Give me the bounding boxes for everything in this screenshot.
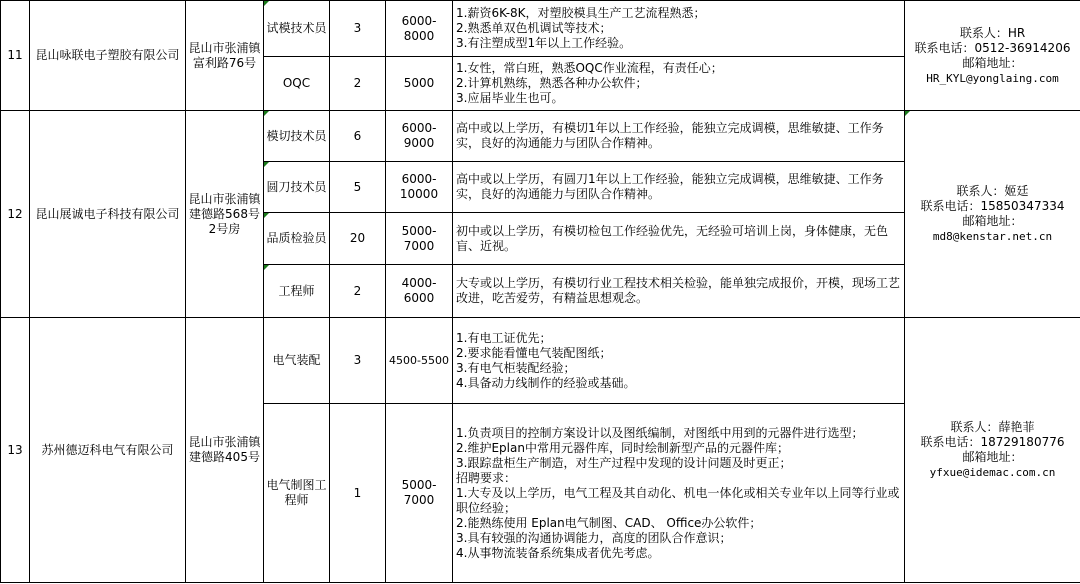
table-row <box>1 1 1080 57</box>
contact-phone: 联系电话：18729180776 <box>920 435 1065 449</box>
company-address: 昆山市张浦镇建德路405号 <box>186 318 264 583</box>
contact-email: yfxue@idemac.com.cn <box>929 466 1056 479</box>
row-number: 12 <box>1 111 30 318</box>
requirement-line: 3.有注塑成型1年以上工作经验。 <box>456 36 632 50</box>
company-name: 昆山咏联电子塑胶有限公司 <box>30 1 186 111</box>
job-requirements <box>453 318 905 404</box>
contact-email: HR_KYL@yonglaing.com <box>926 71 1059 85</box>
contact-email-label: 邮箱地址： <box>962 450 1023 464</box>
requirement-line: 4.从事物流装备系统集成者优先考虑。 <box>456 545 660 560</box>
job-salary: 4500-5500 <box>386 318 453 404</box>
job-salary: 6000-10000 <box>386 162 453 213</box>
requirement-line: 2.熟悉单双色机调试等技术； <box>456 21 612 35</box>
job-title: 模切技术员 <box>264 111 330 162</box>
job-title: 圆刀技术员 <box>264 162 330 213</box>
contact-email-label: 邮箱地址： <box>962 214 1023 228</box>
job-requirements <box>453 404 905 583</box>
table-row <box>1 318 1080 404</box>
job-title: 试模技术员 <box>264 1 330 57</box>
contact-info <box>905 318 1080 583</box>
requirement-line: 1.有电工证优先； <box>456 330 552 345</box>
job-count: 6 <box>330 111 386 162</box>
job-count: 3 <box>330 318 386 404</box>
company-address: 昆山市张浦镇富利路76号 <box>186 1 264 111</box>
job-requirements <box>453 1 905 57</box>
company-name: 昆山展诚电子科技有限公司 <box>30 111 186 318</box>
job-count: 1 <box>330 404 386 583</box>
requirement-line: 2.维护Eplan中常用元器件库，同时绘制新型产品的元器件库； <box>456 440 789 455</box>
job-salary: 5000 <box>386 57 453 111</box>
requirement-line: 3.具有较强的沟通协调能力，高度的团队合作意识； <box>456 530 732 545</box>
requirement-line: 招聘要求： <box>456 470 517 485</box>
job-title: 电气装配 <box>264 318 330 404</box>
job-count: 3 <box>330 1 386 57</box>
job-title: 工程师 <box>264 265 330 318</box>
row-number: 13 <box>1 318 30 583</box>
contact-phone: 联系电话：0512-36914206 <box>914 40 1071 55</box>
contact-phone: 联系电话：15850347334 <box>920 199 1065 213</box>
requirement-line: 2.计算机熟练，熟悉各种办公软件； <box>456 76 648 90</box>
requirement-line: 2.能熟练使用 Eplan电气制图、CAD、 Office办公软件； <box>456 515 762 530</box>
table-row <box>1 111 1080 162</box>
contact-email-label: 邮箱地址： <box>962 55 1023 70</box>
company-address: 昆山市张浦镇建德路568号2号房 <box>186 111 264 318</box>
job-salary: 5000-7000 <box>386 213 453 265</box>
job-title: 品质检验员 <box>264 213 330 265</box>
contact-person: 联系人：姬廷 <box>956 184 1029 198</box>
job-count: 20 <box>330 213 386 265</box>
requirement-line: 4.具备动力线制作的经验或基础。 <box>456 375 636 390</box>
job-count: 2 <box>330 265 386 318</box>
job-salary: 5000-7000 <box>386 404 453 583</box>
requirement-line: 1.女性，常白班，熟悉OQC作业流程，有责任心； <box>456 61 723 75</box>
job-requirements: 初中或以上学历，有模切检包工作经验优先，无经验可培训上岗，身体健康，无色盲、近视。 <box>453 213 905 265</box>
job-title: OQC <box>264 57 330 111</box>
requirement-line: 1.大专及以上学历，电气工程及其自动化、机电一体化或相关专业年以上同等行业或职位经验； <box>456 485 900 515</box>
requirement-line: 3.有电气柜装配经验； <box>456 360 576 375</box>
requirement-line: 3.跟踪盘柜生产制造，对生产过程中发现的设计问题及时更正； <box>456 455 792 470</box>
job-requirements: 高中或以上学历，有圆刀1年以上工作经验，能独立完成调模，思维敏捷、工作务实，良好的沟通能力与团队合作精神。 <box>453 162 905 213</box>
job-salary: 6000-9000 <box>386 111 453 162</box>
contact-person: 联系人：薛艳菲 <box>950 420 1035 434</box>
row-number: 11 <box>1 1 30 111</box>
requirement-line: 2.要求能看懂电气装配图纸； <box>456 345 612 360</box>
job-requirements: 高中或以上学历，有模切1年以上工作经验，能独立完成调模，思维敏捷、工作务实，良好的沟通能力与团队合作精神。 <box>453 111 905 162</box>
contact-info <box>905 1 1080 111</box>
contact-email: md8@kenstar.net.cn <box>932 230 1053 243</box>
job-count: 2 <box>330 57 386 111</box>
requirement-line: 1.负责项目的控制方案设计以及图纸编制，对图纸中用到的元器件进行选型； <box>456 425 864 440</box>
contact-person: 联系人：HR <box>959 25 1026 40</box>
requirement-line: 1.薪资6K-8K，对塑胶模具生产工艺流程熟悉； <box>456 6 706 20</box>
job-count: 5 <box>330 162 386 213</box>
company-name: 苏州德迈科电气有限公司 <box>30 318 186 583</box>
requirement-line: 3.应届毕业生也可。 <box>456 91 564 105</box>
job-requirements <box>453 57 905 111</box>
job-salary: 4000-6000 <box>386 265 453 318</box>
job-title: 电气制图工程师 <box>264 404 330 583</box>
contact-info <box>905 111 1080 318</box>
job-requirements: 大专或以上学历，有模切行业工程技术相关检验，能单独完成报价，开模，现场工艺改进，吃苦爱劳，有精益思想观念。 <box>453 265 905 318</box>
job-salary: 6000-8000 <box>386 1 453 57</box>
